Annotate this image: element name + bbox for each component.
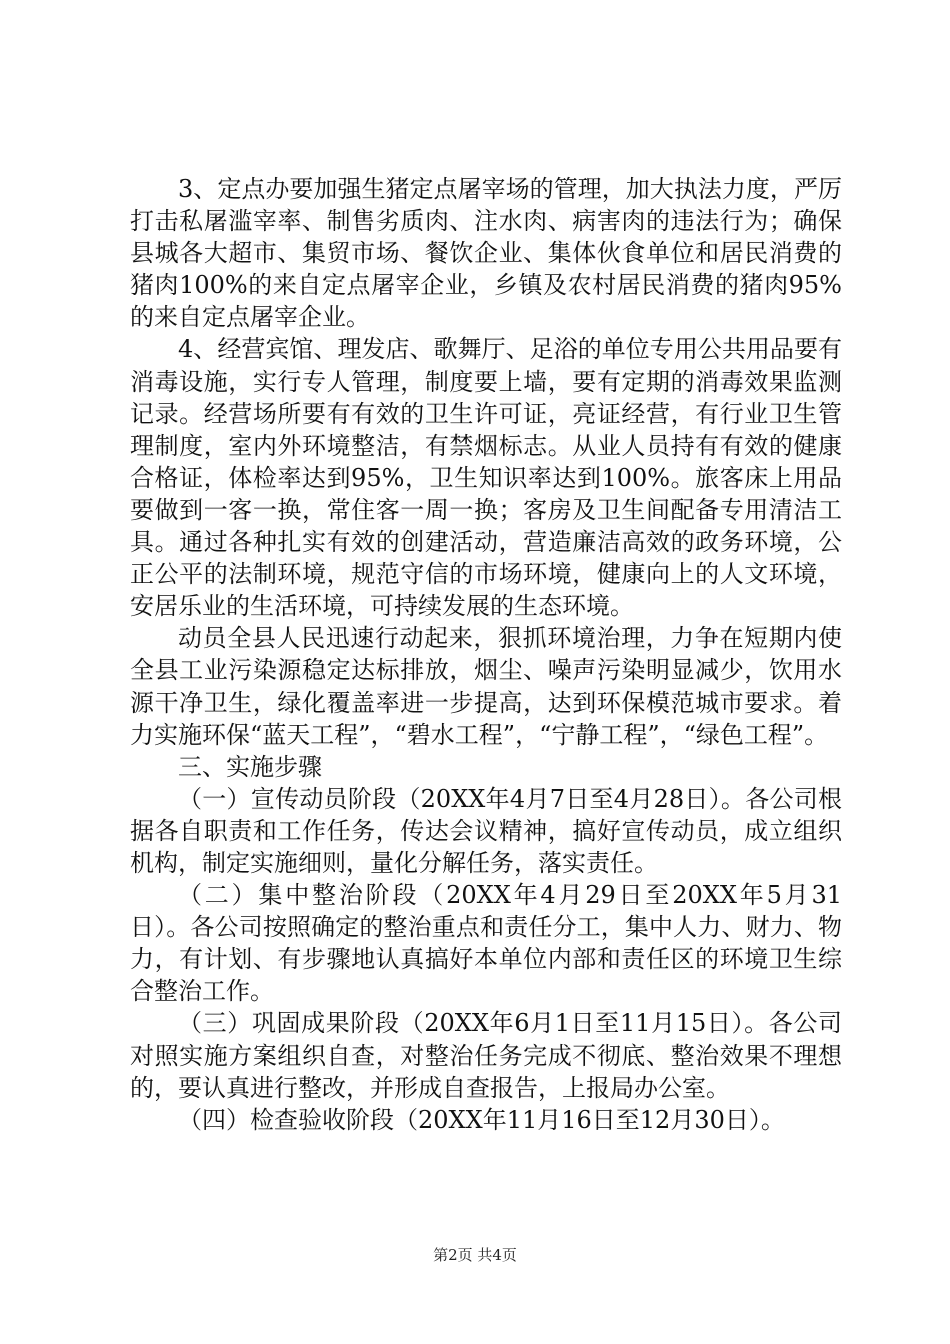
body-text <box>130 173 842 1136</box>
paragraph-slaughter-management: 3、定点办要加强生猪定点屠宰场的管理，加大执法力度，严厉打击私屠滥宰率、制售劣质肉、注水肉、病害肉的违法行为；确保县城各大超市、集贸市场、餐饮企业、集体伙食单位和居民消费的猪肉100%的来自定点屠宰企业，乡镇及农村居民消费的猪肉95%的来自定点屠宰企业。 <box>130 175 842 332</box>
step-1-publicity: （一）宣传动员阶段（20XX年4月7日至4月28日）。各公司根据各自职责和工作任务，传达会议精神，搞好宣传动员，成立组织机构，制定实施细则，量化分解任务，落实责任。 <box>130 784 842 877</box>
paragraph-environment-mobilization: 动员全县人民迅速行动起来，狠抓环境治理，力争在短期内使全县工业污染源稳定达标排放，烟尘、噪声污染明显减少，饮用水源干净卫生，绿化覆盖率进一步提高，达到环保模范城市要求。着力实施环保“蓝天工程”，“碧水工程”，“宁静工程”，“绿色工程”。 <box>130 624 842 749</box>
section-heading-implementation-steps: 三、实施步骤 <box>178 752 322 781</box>
page-footer: 第2页 共4页 <box>433 1246 517 1264</box>
step-4-inspection: （四）检查验收阶段（20XX年11月16日至12月30日）。 <box>178 1105 785 1134</box>
paragraph-public-venues-hygiene: 4、经营宾馆、理发店、歌舞厅、足浴的单位专用公共用品要有消毒设施，实行专人管理，制度要上墙，要有定期的消毒效果监测记录。经营场所要有有效的卫生许可证，亮证经营，有行业卫生管理制度，室内外环境整洁，有禁烟标志。从业人员持有有效的健康合格证，体检率达到95%，卫生知识率达到100%。旅客床上用品要做到一客一换，常住客一周一换；客房及卫生间配备专用清洁工具。通过各种扎实有效的创建活动，营造廉洁高效的政务环境，公正公平的法制环境，规范守信的市场环境，健康向上的人文环境，安居乐业的生活环境，可持续发展的生态环境。 <box>130 335 842 621</box>
step-2-rectification: （二）集中整治阶段（20XX年4月29日至20XX年5月31日）。各公司按照确定的整治重点和责任分工，集中人力、财力、物力，有计划、有步骤地认真搞好本单位内部和责任区的环境卫生综合整治工作。 <box>130 881 842 1006</box>
step-3-consolidation: （三）巩固成果阶段（20XX年6月1日至11月15日）。各公司对照实施方案组织自查，对整治任务完成不彻底、整治效果不理想的，要认真进行整改，并形成自查报告，上报局办公室。 <box>130 1009 842 1102</box>
